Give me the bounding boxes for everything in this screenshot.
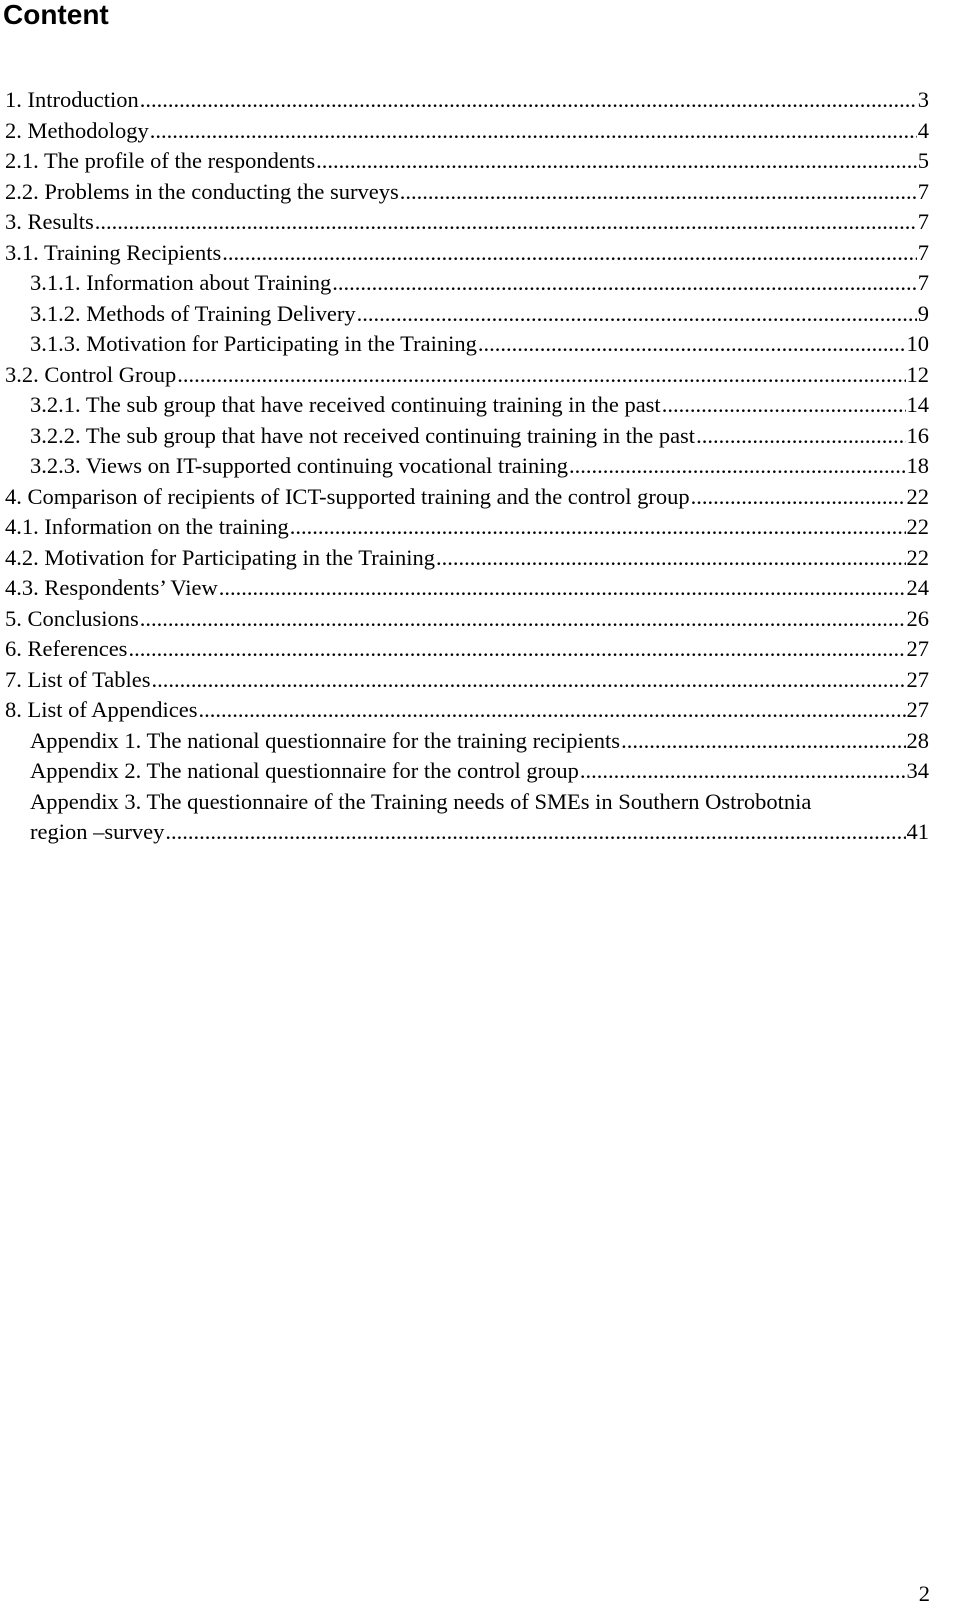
toc-entry-title: 6. References [5, 636, 128, 661]
toc-entry-page: 4 [917, 117, 929, 143]
toc-entry-page: 27 [906, 697, 929, 722]
toc-entry-page: 22 [906, 483, 929, 509]
toc-entry-title: 3.1.3. Motivation for Participating in the Training [30, 331, 477, 356]
toc-entry-title: 3.1. Training Recipients [5, 239, 222, 265]
toc-entry-appendix[interactable] [30, 787, 960, 848]
toc-entry-page: 18 [906, 453, 929, 478]
toc-entry-page: 14 [906, 392, 929, 417]
toc-entry-title: 5. Conclusions [5, 605, 139, 631]
toc-entry-page: 3 [917, 87, 929, 112]
toc-entry-page: 27 [906, 636, 929, 661]
toc-entry[interactable] [5, 116, 960, 147]
toc-entry-number: 8. [5, 697, 22, 722]
toc-entry[interactable] [30, 268, 960, 299]
dot-leader [222, 238, 916, 269]
toc-entry-title: 1. Introduction [5, 87, 139, 112]
toc-entry-title: 4.2. Motivation for Participating in the Training [5, 544, 435, 570]
dot-leader [177, 360, 905, 391]
toc-entry-number: Appendix 2. [30, 758, 142, 783]
dot-leader [436, 543, 906, 574]
toc-entry-page: 16 [906, 422, 929, 448]
toc-entry-number: 4.1. [5, 514, 39, 539]
toc-entry-page: 5 [917, 148, 929, 173]
dot-leader [696, 421, 905, 452]
toc-entry-number: 6. [5, 636, 22, 661]
toc-entry-page: 26 [906, 605, 929, 631]
toc-entry-page: 27 [906, 666, 929, 692]
toc-entry-title: 8. List of Appendices [5, 697, 198, 722]
dot-leader [478, 329, 906, 360]
dot-leader [290, 512, 906, 543]
toc-entry[interactable] [5, 604, 960, 635]
toc-entry-number: 4. [5, 483, 22, 509]
toc-entry-number: 2.2. [5, 178, 39, 204]
dot-leader [662, 390, 906, 421]
toc-entry-title: 4. Comparison of recipients of ICT-supported training and the control group [5, 483, 690, 509]
toc-entry[interactable] [5, 85, 960, 116]
toc-entry-title: Appendix 2. The national questionnaire for the control group [30, 758, 579, 783]
toc-entry-number: 3.1.1. [30, 270, 81, 295]
toc-entry-number: 3.2.1. [30, 392, 81, 417]
toc-entry-title: 3. Results [5, 209, 94, 234]
toc-entry[interactable] [5, 512, 960, 543]
toc-entry[interactable] [30, 451, 960, 482]
dot-leader [332, 268, 917, 299]
toc-entry-number: 3.2.2. [30, 422, 81, 448]
toc-entry[interactable] [5, 543, 960, 574]
dot-leader [621, 726, 905, 757]
toc-entry-page: 10 [906, 331, 929, 356]
toc-entry-number: 3.2. [5, 361, 39, 387]
toc-entry-page: 7 [917, 178, 929, 204]
toc-entry-title: 3.2.2. The sub group that have not received continuing training in the past [30, 422, 696, 448]
toc-entry-title: 3.2. Control Group [5, 361, 177, 387]
toc-entry-page: 22 [906, 544, 929, 570]
toc-entry-title: 2.2. Problems in the conducting the surveys [5, 178, 399, 204]
toc-entry-page: 9 [917, 300, 929, 326]
toc-entry-page: 7 [917, 239, 929, 265]
toc-entry[interactable] [5, 665, 960, 696]
toc-entry-page: 12 [906, 361, 929, 387]
page-title: Content [3, 0, 109, 30]
dot-leader [198, 695, 905, 726]
toc-entry-page: 24 [906, 575, 929, 600]
toc-entry-page: 7 [917, 270, 929, 295]
toc-entry-page: 22 [906, 514, 929, 539]
dot-leader [691, 482, 906, 513]
toc-entry[interactable] [5, 573, 960, 604]
dot-leader [165, 817, 905, 848]
toc-entry-number: 3.1. [5, 239, 39, 265]
toc-entry-number: Appendix 1. [30, 727, 142, 753]
dot-leader [140, 604, 906, 635]
toc-entry-title: 3.2.1. The sub group that have received continuing training in the past [30, 392, 661, 417]
toc-entry[interactable] [5, 360, 960, 391]
toc-entry-number: 3.1.2. [30, 300, 81, 326]
toc-entry-page: 34 [906, 758, 929, 783]
toc-entry-number: 5. [5, 605, 22, 631]
toc-entry-number: 3.2.3. [30, 453, 81, 478]
toc-entry-title: Appendix 3. The questionnaire of the Training needs of SMEs in Southern Ostrobotnia [30, 788, 812, 814]
table-of-contents [0, 85, 960, 848]
dot-leader [316, 146, 917, 177]
toc-entry-number: 4.2. [5, 544, 39, 570]
toc-entry[interactable] [5, 177, 960, 208]
toc-entry-title: 7. List of Tables [5, 666, 151, 692]
toc-entry[interactable] [5, 207, 960, 238]
toc-entry[interactable] [30, 390, 960, 421]
toc-entry-page: 7 [917, 209, 929, 234]
toc-entry-title: 2. Methodology [5, 117, 149, 143]
dot-leader [219, 573, 906, 604]
toc-entry-title: 3.1.2. Methods of Training Delivery [30, 300, 356, 326]
toc-entry[interactable] [5, 238, 960, 269]
toc-entry[interactable] [30, 299, 960, 330]
toc-entry-title: 4.3. Respondents’ View [5, 575, 218, 600]
toc-entry[interactable] [30, 329, 960, 360]
toc-entry-number: Appendix 3. [30, 788, 142, 814]
toc-entry-title: 2.1. The profile of the respondents [5, 148, 316, 173]
toc-entry[interactable] [5, 482, 960, 513]
dot-leader [357, 299, 917, 330]
dot-leader [128, 634, 905, 665]
dot-leader [400, 177, 917, 208]
toc-entry[interactable] [5, 634, 960, 665]
toc-entry-title: 3.2.3. Views on IT-supported continuing vocational training [30, 453, 568, 478]
toc-entry-title: 4.1. Information on the training [5, 514, 289, 539]
dot-leader [150, 116, 917, 147]
toc-entry-number: 3.1.3. [30, 331, 81, 356]
toc-entry-number: 3. [5, 209, 22, 234]
toc-entry-number: 4.3. [5, 575, 39, 600]
toc-entry-appendix[interactable] [30, 756, 960, 787]
toc-entry-title: Appendix 1. The national questionnaire for the training recipients [30, 727, 621, 753]
dot-leader [95, 207, 917, 238]
dot-leader [569, 451, 906, 482]
dot-leader [152, 665, 906, 696]
toc-entry-appendix[interactable] [30, 726, 960, 757]
dot-leader [140, 85, 917, 116]
page-number: 2 [918, 1581, 930, 1606]
toc-entry-number: 7. [5, 666, 22, 692]
toc-entry-page: 28 [906, 727, 929, 753]
toc-entry-number: 1. [5, 87, 22, 112]
toc-entry-number: 2.1. [5, 148, 39, 173]
dot-leader [580, 756, 906, 787]
toc-entry[interactable] [30, 421, 960, 452]
toc-entry-title: 3.1.1. Information about Training [30, 270, 332, 295]
toc-entry-number: 2. [5, 117, 22, 143]
toc-entry-page: 41 [906, 819, 929, 844]
toc-entry[interactable] [5, 146, 960, 177]
toc-entry-title-continuation: region –survey [30, 819, 165, 844]
toc-entry[interactable] [5, 695, 960, 726]
